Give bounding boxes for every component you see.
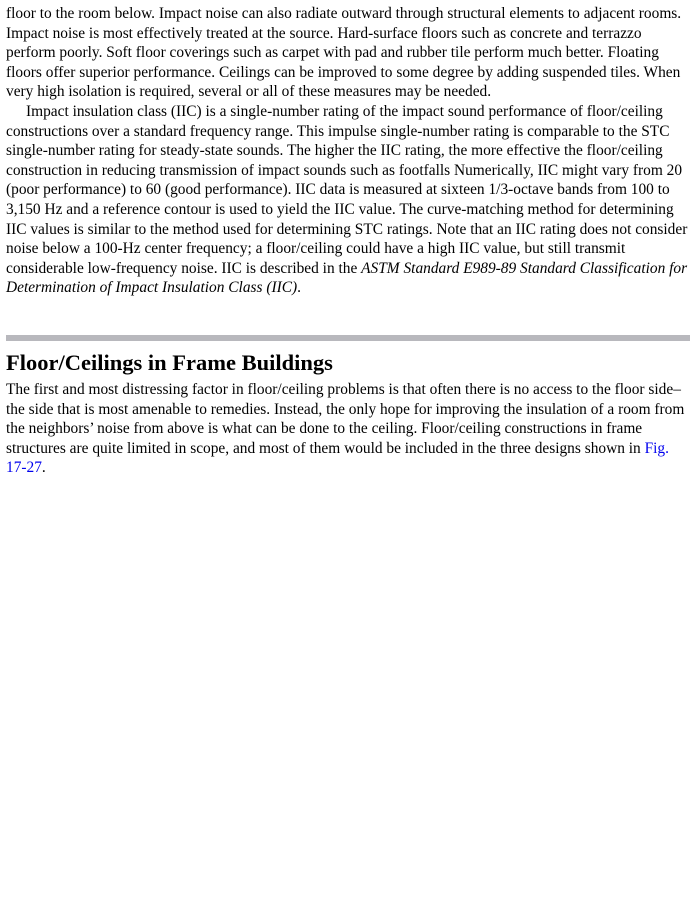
figure-17-27-link[interactable]: Fig. 17-27	[6, 439, 669, 477]
document-page	[6, 4, 690, 478]
iic-period: .	[297, 279, 301, 297]
paragraph-iic-definition	[6, 102, 690, 298]
section-heading: Floor/Ceilings in Frame Buildings	[6, 349, 333, 375]
paragraph-impact-noise-treatment: floor to the room below. Impact noise can also radiate outward through structural elements to adjacent rooms. Impact noise is most effectively treated at the source. Hard-surface floors such as concrete and terrazzo perform poorly. Soft floor coverings such as carpet with pad and rubber tile perform much better. Floating floors offer superior performance. Ceilings can be improved to some degree by adding suspended tiles. When very high isolation is required, several or all of these measures may be needed.	[6, 5, 682, 101]
frame-buildings-period: .	[41, 459, 46, 477]
frame-buildings-body-text: The first and most distressing factor in floor/ceiling problems is that often there is no access to the floor side–the side that is most amenable to remedies. Instead, the only hope for improving the insulation of a room from the neighbors’ noise from above is what can be done to the ceiling. Floor/ceiling constructions in frame structures are quite limited in scope, and most of them would be included in the three designs shown in	[6, 380, 685, 457]
iic-body-text: Impact insulation class (IIC) is a single-number rating of the impact sound performance of floor/ceiling constructions over a standard frequency range. This impulse single-number rating is comparable to the STC single-number rating for steady-state sounds. The higher the IIC rating, the more effective the floor/ceiling construction in reducing transmission of impact sounds such as footfalls Numerically, IIC might vary from 20 (poor performance) to 60 (good performance). IIC data is measured at sixteen 1/3-octave bands from 100 to 3,150 Hz and a reference contour is used to yield the IIC value. The curve-matching method for determining IIC values is similar to the method used for determining STC ratings. Note that an IIC rating does not consider noise below a 100-Hz center frequency; a floor/ceiling could have a high IIC value, but still transmit considerable low-frequency noise. IIC is described in the	[6, 102, 688, 277]
paragraph-frame-buildings	[6, 380, 690, 478]
section-divider	[6, 335, 690, 341]
astm-citation: ASTM Standard E989-89 Standard Classification for Determination of Impact Insulation Class (IIC)	[6, 259, 688, 297]
